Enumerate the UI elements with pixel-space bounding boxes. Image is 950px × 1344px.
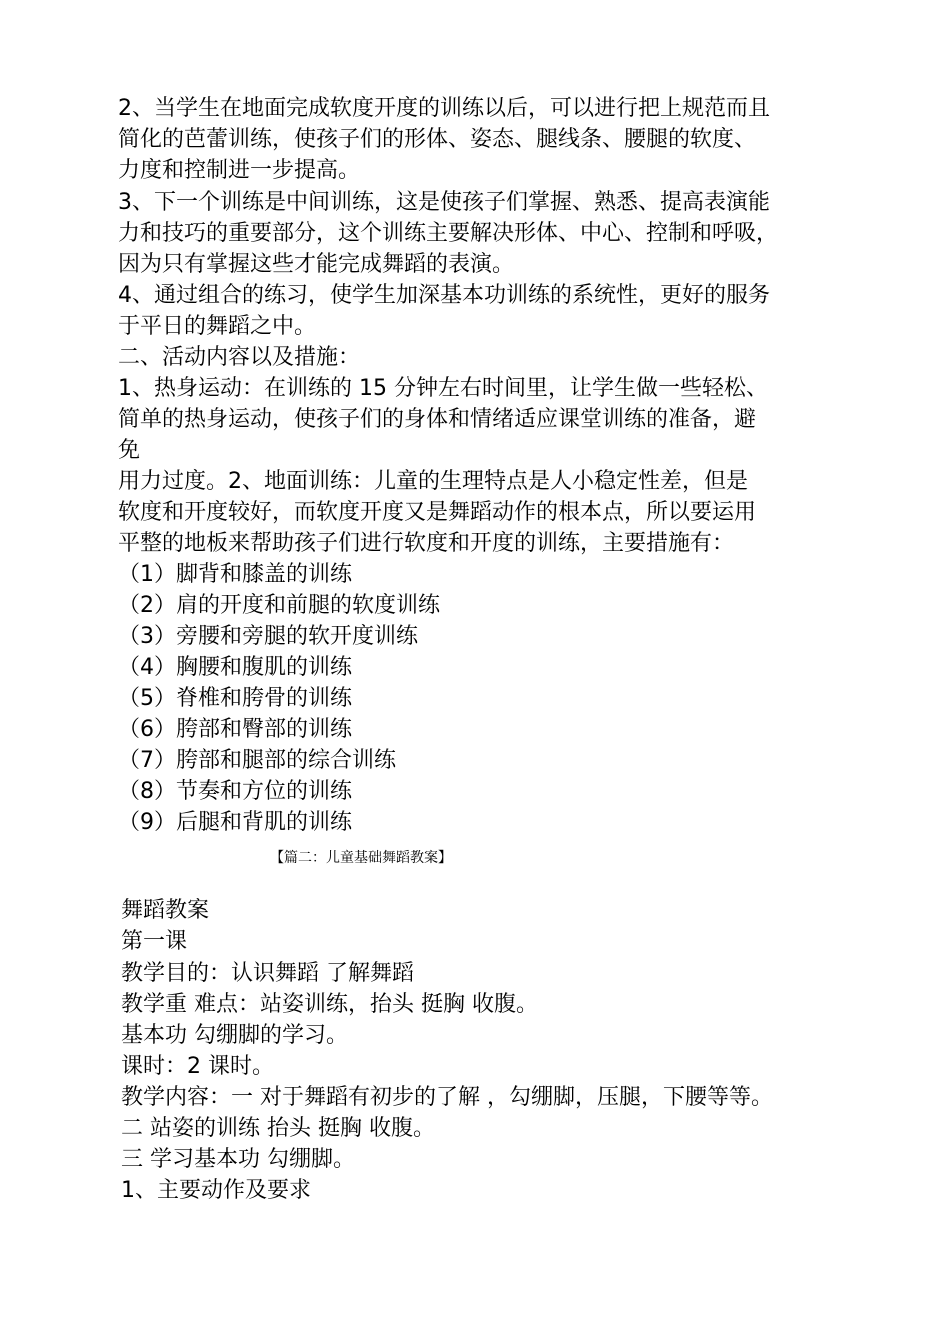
lesson-number: 第一课: [121, 929, 188, 954]
list-item: （4）胸腰和腹肌的训练: [118, 655, 352, 680]
text-line: 简化的芭蕾训练，使孩子们的形体、姿态、腿线条、腰腿的软度、: [118, 127, 757, 152]
text-line: 三 学习基本功 勾绷脚。: [121, 1147, 355, 1172]
list-item: （3）旁腰和旁腿的软开度训练: [118, 624, 418, 649]
list-item: （9）后腿和背肌的训练: [118, 810, 352, 835]
text-line: 力度和控制进一步提高。: [118, 158, 361, 183]
list-item: （5）脊椎和胯骨的训练: [118, 686, 352, 711]
list-item: （6）胯部和臀部的训练: [118, 717, 352, 742]
text-line: 基本功 勾绷脚的学习。: [121, 1023, 348, 1048]
text-line: 软度和开度较好，而软度开度又是舞蹈动作的根本点，所以要运用: [118, 500, 757, 525]
list-item: （7）胯部和腿部的综合训练: [118, 748, 396, 773]
list-item: （8）节奏和方位的训练: [118, 779, 352, 804]
text-line: 简单的热身运动，使孩子们的身体和情绪适应课堂训练的准备，避: [118, 407, 757, 432]
text-line: 力和技巧的重要部分，这个训练主要解决形体、中心、控制和呼吸，: [118, 221, 779, 246]
lesson-title: 舞蹈教案: [121, 898, 210, 923]
text-line: 教学目的：认识舞蹈 了解舞蹈: [121, 961, 414, 986]
text-line: 课时：2 课时。: [121, 1054, 274, 1079]
list-item: （1）脚背和膝盖的训练: [118, 562, 352, 587]
section-heading: 二、活动内容以及措施：: [118, 345, 361, 370]
text-line: 4、通过组合的练习，使学生加深基本功训练的系统性，更好的服务: [118, 283, 770, 308]
text-line: 教学内容：一 对于舞蹈有初步的了解 ，勾绷脚，压腿，下腰等等。: [121, 1085, 773, 1110]
text-line: 因为只有掌握这些才能完成舞蹈的表演。: [118, 252, 515, 277]
text-line: 用力过度。2、地面训练：儿童的生理特点是人小稳定性差，但是: [118, 469, 748, 494]
list-item: （2）肩的开度和前腿的软度训练: [118, 593, 440, 618]
text-line: 于平日的舞蹈之中。: [118, 314, 317, 339]
text-line: 3、下一个训练是中间训练，这是使孩子们掌握、熟悉、提高表演能: [118, 190, 770, 215]
text-line: 教学重 难点：站姿训练，抬头 挺胸 收腹。: [121, 992, 538, 1017]
chapter-heading: 【篇二：儿童基础舞蹈教案】: [270, 850, 452, 866]
text-line: 二 站姿的训练 抬头 挺胸 收腹。: [121, 1116, 435, 1141]
text-line: 平整的地板来帮助孩子们进行软度和开度的训练，主要措施有：: [118, 531, 735, 556]
text-line: 1、主要动作及要求: [121, 1178, 311, 1203]
text-line: 2、当学生在地面完成软度开度的训练以后，可以进行把上规范而且: [118, 96, 770, 121]
text-line: 免: [118, 438, 141, 463]
text-line: 1、热身运动：在训练的 15 分钟左右时间里，让学生做一些轻松、: [118, 376, 768, 401]
